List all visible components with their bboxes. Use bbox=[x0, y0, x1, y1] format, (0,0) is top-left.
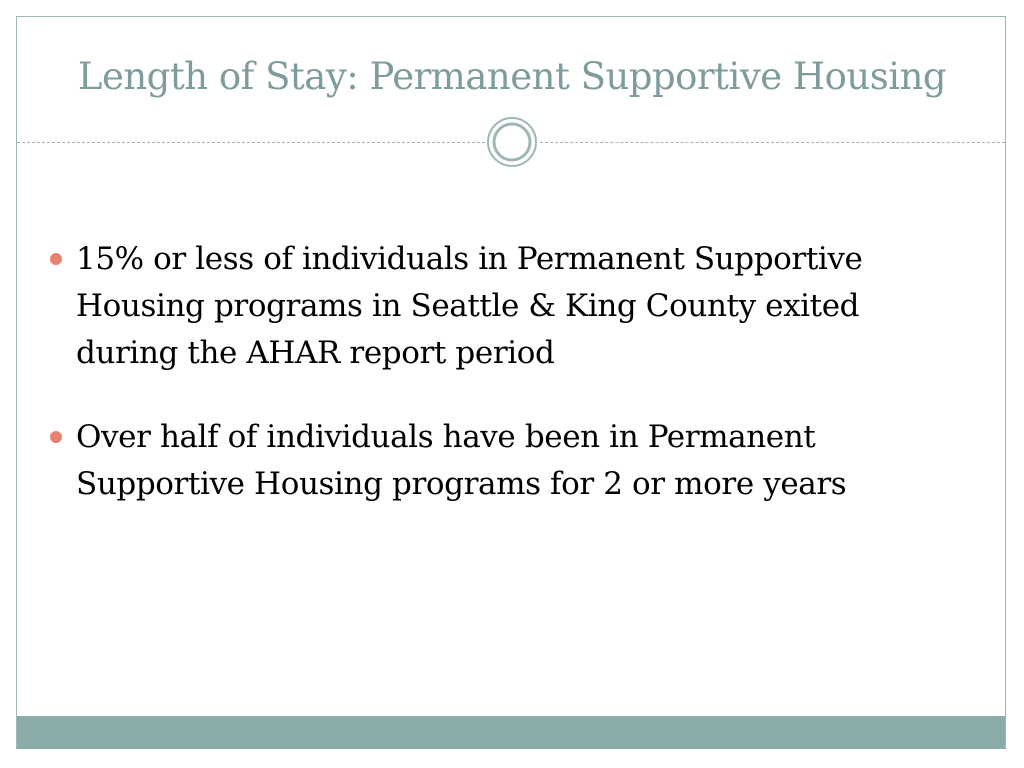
slide-title: Length of Stay: Permanent Supportive Housing bbox=[77, 55, 947, 98]
list-item bbox=[50, 414, 950, 508]
list-item bbox=[50, 236, 950, 377]
bullet-dot-icon bbox=[50, 431, 62, 443]
bullet-dot-icon bbox=[50, 253, 62, 265]
bullet-text: 15% or less of individuals in Permanent Supportive Housing programs in Seattle & King County exited during the AHAR report period bbox=[76, 241, 863, 371]
bullet-list bbox=[50, 236, 950, 545]
title-divider-right bbox=[540, 142, 1005, 143]
footer-accent-bar bbox=[17, 716, 1005, 749]
title-divider-left bbox=[17, 142, 485, 143]
double-ring-icon bbox=[486, 116, 538, 168]
bullet-text: Over half of individuals have been in Permanent Supportive Housing programs for 2 or more years bbox=[76, 419, 847, 502]
